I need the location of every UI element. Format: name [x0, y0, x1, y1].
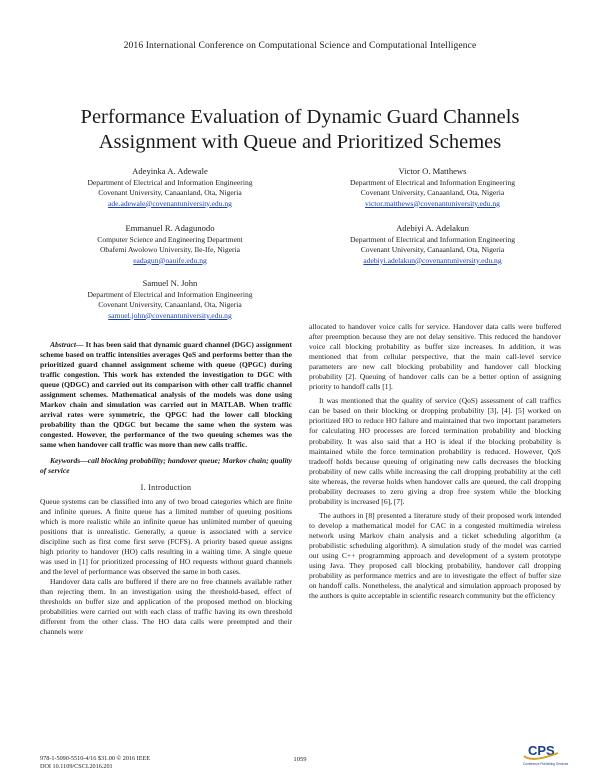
abstract-label: Abstract — [50, 340, 76, 349]
author-affiliation: Obafemi Awolowo University, Ile-Ife, Nigeria — [99, 245, 241, 255]
cps-logo-subtitle: Conference Publishing Services — [523, 762, 569, 766]
body-paragraph: The authors in [8] presented a literature study of their proposed work intended to develop a mathematical model for CAC in a congested multimedia wireless network using Markov chain analysis and a ticket scheduling algorithm (a probabilistic scheduling algorithm). A simulation study of the model was carried out using C++ programming approach and development of a system prototype using Java. They proposed call blocking probability, handover call dropping probability as performance metrics and are to investigate the effect of buffer size on handoff calls. Nonetheless, the analytical and simulation approach proposed by the authors is quite acceptable in scientific research community but the efficiency — [309, 510, 561, 601]
author-dept: Department of Electrical and Information Engineering — [87, 290, 253, 299]
conference-header: 2016 International Conference on Computational Science and Computational Intelligence — [123, 40, 477, 51]
author-name: Adebiyi A. Adelakun — [396, 223, 469, 233]
cps-logo — [522, 741, 572, 767]
abstract-text: — It has been said that dynamic guard channel (DGC) assignment scheme based on traffic intensities averages QoS and performs better than the prioritized guard channel assignment scheme with queue (QPGC) during traffic congestion. This work has extended the investigation to DGC with queue (QDGC) and carried out its comparison with other call traffic channel assignment schemes. Mathematical analysis of the models was done using Markov chain and simulation was carried out in MATLAB. When traffic arrival rates were symmetric, the QPGC had the lower call blocking probability than the QDGC but became the same when the system was congested. However, the performance of the two queuing schemes was the same when handover call traffic was more than new calls traffic. — [40, 340, 292, 450]
author-affiliation: Covenant University, Canaanland, Ota, Nigeria — [98, 188, 242, 198]
author-affiliation: Covenant University, Canaanland, Ota, Nigeria — [98, 300, 242, 310]
footer-isbn: 978-1-5090-5510-4/16 $31.00 © 2016 IEEE — [40, 755, 151, 762]
body-paragraph: Handover data calls are buffered if there are no free channels available rather than rejecting them. In an investigation using the threshold-based, effect of thresholds on buffer size and application of the proposed method on blocking probabilities were carried out with each class of traffic having its own threshold different from the other class. The HO data calls were preempted and their channels were — [40, 577, 292, 637]
keywords-label: Keywords — [50, 455, 81, 465]
right-column — [309, 322, 561, 601]
footer-info — [40, 755, 150, 771]
author-dept: Department of Electrical and Information Engineering — [87, 178, 253, 187]
footer-doi: DOI 10.1109/CSCI.2016.201 — [40, 763, 113, 770]
author-name: Emmanuel R. Adagunodo — [125, 223, 215, 233]
keywords-text: —call blocking probability; handover queue; Markov chain; quality of service — [40, 455, 292, 475]
author-email-link[interactable]: victor.matthews@covenantuniversity.edu.ng — [365, 198, 500, 208]
abstract — [40, 340, 292, 451]
author-block — [40, 277, 300, 321]
author-dept: Computer Science and Engineering Department — [97, 235, 243, 244]
author-email-link[interactable]: samuel.john@covenantuniversity.edu.ng — [108, 310, 232, 320]
author-block — [300, 165, 565, 209]
keywords — [40, 456, 292, 476]
author-affiliation: Covenant University, Canaanland, Ota, Nigeria — [360, 188, 505, 198]
page-number: 1059 — [293, 756, 307, 763]
author-name: Adeyinka A. Adewale — [132, 166, 208, 176]
body-paragraph: It was mentioned that the quality of service (QoS) assessment of call traffics can be based on their blocking or dropping probability [3], [4]. [5] worked on prioritized HO to reduce HO failure and maintained that two important parameters for calculating HO processes are forced termination probability and blocking probability. It was also said that a HO is ideal if the blocking probability is maintained while the force termination probability is reduced. However, QoS tradeoff holds because queuing of originating new calls decreases the blocking probability of new calls while increasing the call dropping probability at the cell site whereas, the reverse holds when handover calls are queued, the call dropping probability decreases to zero giving a drop free system while the blocking probability is increased [6], [7]. — [309, 396, 561, 506]
body-paragraph: Queue systems can be classified into any of two broad categories which are finite and infinite queues. A finite queue has a limited number of queuing positions which is more realistic while an infinite queue has unlimited number of queuing positions that is unrealistic. Generally, a queue is associated with a service discipline such as first come first serve (FCFS). A priority based queue assigns high priority to handover (HO) calls resulting in a waiting time. A single queue was used in [1] for prioritized processing of HO requests without guard channels and the level of performance was observed the same in both cases. — [40, 496, 292, 576]
cps-logo-text: CPS — [528, 743, 555, 758]
author-email-link[interactable]: ade.adewale@covenantuniversity.edu.ng — [108, 198, 232, 208]
author-name: Samuel N. John — [142, 278, 198, 288]
author-email-link[interactable]: eadagun@oauife.edu.ng — [133, 255, 207, 265]
author-name: Victor O. Matthews — [398, 166, 467, 176]
paper-title — [40, 105, 560, 155]
author-dept: Department of Electrical and Information Engineering — [349, 178, 516, 187]
author-block — [300, 222, 565, 266]
author-dept: Department of Electrical and Information Engineering — [349, 235, 516, 244]
left-column — [40, 340, 292, 637]
author-block — [40, 222, 300, 266]
body-paragraph: allocated to handover voice calls for service. Handover data calls were buffered after preemption because they are not delay sensitive. This reduced the handover voice call blocking probability as buffer size increases. In addition, it was mentioned that from cellular perspective, that the main call-level service parameters are new call blocking probability and handover call blocking probability [2]. Queuing of handover calls can be a better option of assigning priority to handoff calls [1]. — [309, 322, 561, 392]
title-line-2: Assignment with Queue and Prioritized Schemes — [98, 131, 502, 153]
title-line-1: Performance Evaluation of Dynamic Guard Channels — [80, 106, 520, 128]
author-affiliation: Covenant University, Canaanland, Ota, Nigeria — [360, 245, 505, 255]
author-email-link[interactable]: adebiyi.adelakun@covenantuniversity.edu.ng — [363, 255, 502, 265]
section-heading: I. Introduction — [140, 482, 192, 492]
author-block — [40, 165, 300, 209]
